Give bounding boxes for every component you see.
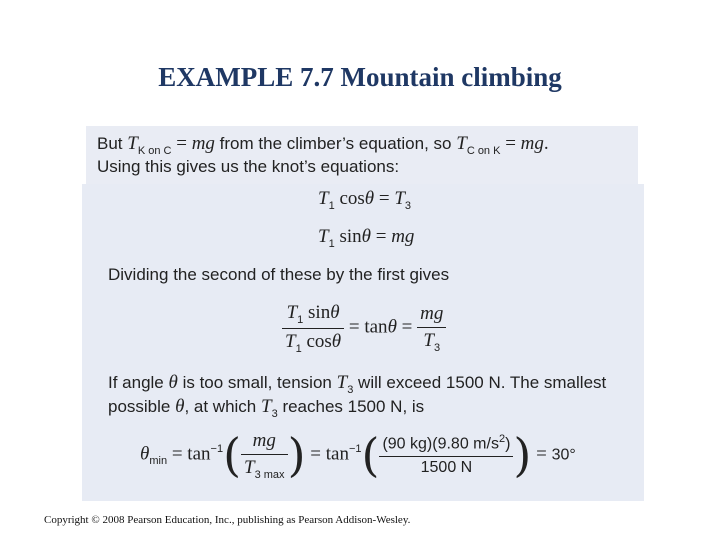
tension-k-on-c: $T_{K on C}$ = mg — [127, 133, 215, 157]
equation-t1-cos: $T_1$ $\cos\theta = T_3$ — [318, 188, 412, 212]
dividing-text: Dividing the second of these by the first gives — [108, 265, 450, 284]
equation-theta-min: $\theta_{min} = \tan^{-1}$( $\frac{mg}{T_{3 max}}$ ) = $\tan^{-1}$( $\frac{(90 kg)(9.80 m/s^2)}{1500 N}$ ) = 30° — [140, 428, 576, 482]
intro-text-but: But — [97, 134, 123, 153]
copyright-footer: Copyright © 2008 Pearson Education, Inc., publishing as Pearson Addison-Wesley. — [44, 514, 411, 526]
angle-text-line-1: If angle θ is too small, tension $T_3$ will exceed 1500 N. The smallest — [108, 372, 607, 396]
intro-text-from: from the climber’s equation, so — [219, 134, 452, 153]
intro-line-1 — [97, 133, 549, 157]
intro-line-2: Using this gives us the knot’s equations: — [97, 157, 400, 176]
equation-tan-ratio: $\frac{T_1 \sin\theta}{T_1 \cos\theta}$ = tanθ = $\frac{mg}{T_3}$ — [282, 302, 446, 355]
angle-text-line-2: possible θ, at which $T_3$ reaches 1500 N, is — [108, 396, 425, 420]
tension-c-on-k: $T_{C on K}$ = mg. — [456, 133, 549, 157]
slide-title: EXAMPLE 7.7 Mountain climbing — [158, 62, 562, 92]
equation-t1-sin: $T_1$ sinθ = mg — [318, 226, 415, 250]
